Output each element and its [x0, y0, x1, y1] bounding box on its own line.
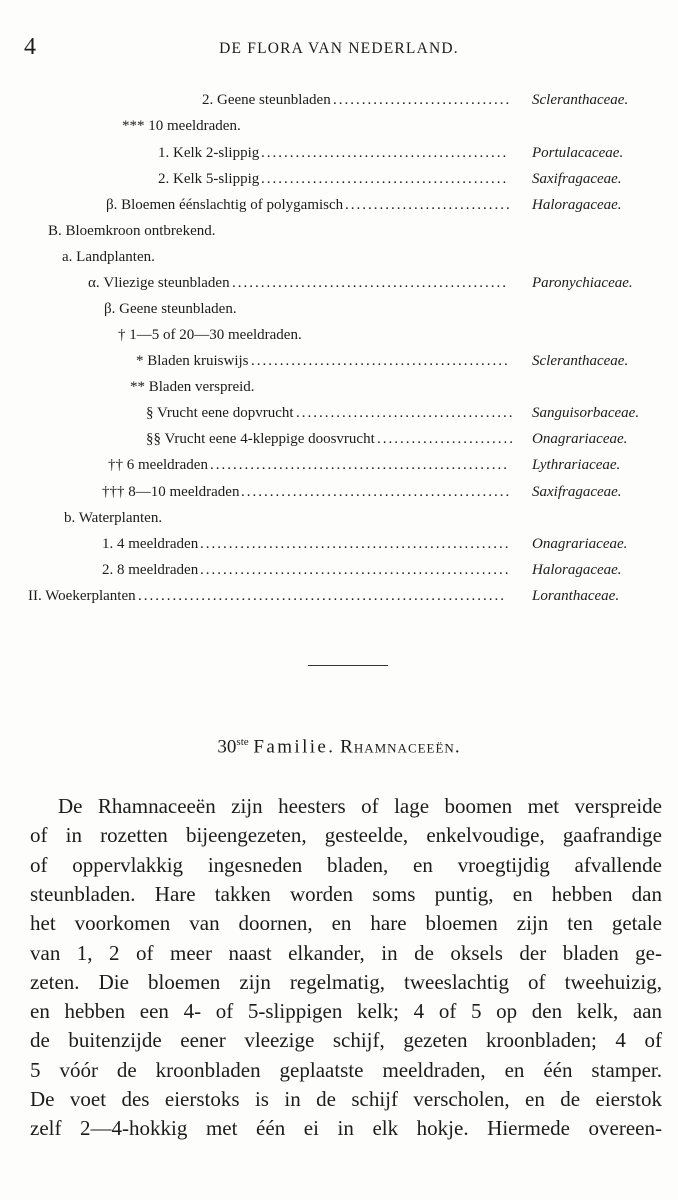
key-label: 2. Geene steunbladen — [202, 92, 331, 108]
family-name: Rhamnaceeën. — [340, 736, 461, 758]
dot-leader: ............................. — [345, 197, 512, 213]
dot-leader: ........................................... — [261, 171, 509, 187]
family-name-cell: Sanguisorbaceae. — [532, 405, 640, 421]
family-name-cell: Haloragaceae. — [532, 197, 622, 213]
key-line — [0, 323, 678, 347]
dot-leader: ............................................... — [241, 484, 512, 500]
family-number-suffix: ste — [236, 736, 249, 748]
page-number: 4 — [24, 34, 36, 60]
dot-leader: .................................................... — [210, 457, 509, 473]
body-line: De Rhamnaceeën zijn heesters of lage boomen met verspreide — [58, 794, 662, 818]
family-name-cell: Onagrariaceae. — [532, 431, 628, 447]
key-line — [0, 141, 678, 165]
key-line — [0, 532, 678, 556]
key-line — [0, 245, 678, 269]
key-line — [0, 480, 678, 504]
family-name-cell: Saxifragaceae. — [532, 171, 622, 187]
dot-leader: ...................................................... — [200, 536, 511, 552]
key-label: † 1—5 of 20—30 meeldraden. — [118, 327, 302, 343]
page-header — [0, 34, 678, 64]
body-line: 5 vóór de kroonbladen geplaatste meeldraden, en één stamper. — [30, 1057, 662, 1082]
key-line — [0, 401, 678, 425]
dot-leader: ................................................ — [232, 275, 508, 291]
key-line — [0, 193, 678, 217]
body-line: zeten. Die bloemen zijn regelmatig, tweeslachtig of tweehuizig, — [30, 969, 662, 994]
body-line: en hebben een 4- of 5-slippigen kelk; 4 of 5 op den kelk, aan — [30, 999, 662, 1024]
section-heading — [0, 736, 678, 758]
family-number: 30 — [217, 736, 237, 758]
dot-leader: ............................................. — [251, 353, 510, 369]
key-label: β. Geene steunbladen. — [104, 301, 237, 317]
family-word: Familie. — [253, 736, 336, 758]
section-divider — [308, 665, 388, 666]
key-label: 2. Kelk 5-slippig — [158, 171, 260, 187]
body-line: het voorkomen van doornen, en hare bloemen zijn ten getale — [30, 911, 662, 936]
key-line — [0, 219, 678, 243]
key-label: B. Bloemkroon ontbrekend. — [48, 223, 216, 239]
key-label: β. Bloemen éénslachtig of polygamisch — [106, 197, 344, 213]
key-line — [0, 271, 678, 295]
family-name-cell: Lythrariaceae. — [532, 457, 621, 473]
key-label: 1. Kelk 2-slippig — [158, 145, 260, 161]
key-label: § Vrucht eene dopvrucht — [146, 405, 294, 421]
key-line — [0, 427, 678, 451]
dot-leader: ................................................................ — [138, 588, 506, 604]
dot-leader: ........................................... — [261, 145, 509, 161]
key-label: ††† 8—10 meeldraden — [102, 484, 240, 500]
key-line — [0, 453, 678, 477]
family-name-cell: Onagrariaceae. — [532, 536, 628, 552]
key-line — [0, 349, 678, 373]
body-line: de buitenzijde eener vleezige schijf, gezeten kroonbladen; 4 of — [30, 1028, 662, 1053]
key-line — [0, 114, 678, 138]
family-name-cell: Loranthaceae. — [532, 588, 620, 604]
key-line — [0, 88, 678, 112]
key-line — [0, 558, 678, 582]
key-label: α. Vliezige steunbladen — [88, 275, 230, 291]
dot-leader: ...................................................... — [200, 562, 511, 578]
key-line — [0, 584, 678, 608]
key-line — [0, 506, 678, 530]
dot-leader: ............................... — [333, 92, 512, 108]
family-name-cell: Haloragaceae. — [532, 562, 622, 578]
key-line — [0, 297, 678, 321]
key-label: §§ Vrucht eene 4-kleppige doosvrucht — [146, 431, 375, 447]
key-label: a. Landplanten. — [62, 249, 155, 265]
key-label: †† 6 meeldraden — [108, 457, 208, 473]
key-line — [0, 167, 678, 191]
body-line: De voet des eierstoks is in de schijf verscholen, en de eierstok — [30, 1087, 662, 1111]
body-line: steunbladen. Hare takken worden soms puntig, en hebben dan — [30, 881, 662, 906]
dot-leader: ........................ — [377, 431, 515, 447]
key-label: *** 10 meeldraden. — [122, 118, 241, 134]
body-line: van 1, 2 of meer naast elkander, in de oksels der bladen ge- — [30, 940, 662, 965]
key-label: * Bladen kruiswijs — [136, 353, 249, 369]
family-name-cell: Saxifragaceae. — [532, 484, 622, 500]
key-line — [0, 375, 678, 399]
running-title: DE FLORA VAN NEDERLAND. — [219, 40, 459, 57]
family-name-cell: Paronychiaceae. — [532, 275, 633, 291]
dot-leader: ...................................... — [296, 405, 515, 421]
key-label: II. Woekerplanten — [28, 588, 136, 604]
body-line: of oppervlakkig ingesneden bladen, en vroegtijdig afvallende — [30, 852, 662, 877]
body-line: of in rozetten bijeengezeten, gesteelde, enkelvoudige, gaafrandige — [30, 823, 662, 848]
family-name-cell: Scleranthaceae. — [532, 92, 629, 108]
body-line: zelf 2—4-hokkig met één ei in elk hokje. Hiermede overeen- — [30, 1116, 662, 1141]
key-label: 1. 4 meeldraden — [102, 536, 199, 552]
family-name-cell: Portulacaceae. — [532, 145, 624, 161]
key-label: b. Waterplanten. — [64, 510, 163, 526]
key-label: ** Bladen verspreid. — [130, 379, 255, 395]
key-label: 2. 8 meeldraden — [102, 562, 199, 578]
family-name-cell: Scleranthaceae. — [532, 353, 629, 369]
